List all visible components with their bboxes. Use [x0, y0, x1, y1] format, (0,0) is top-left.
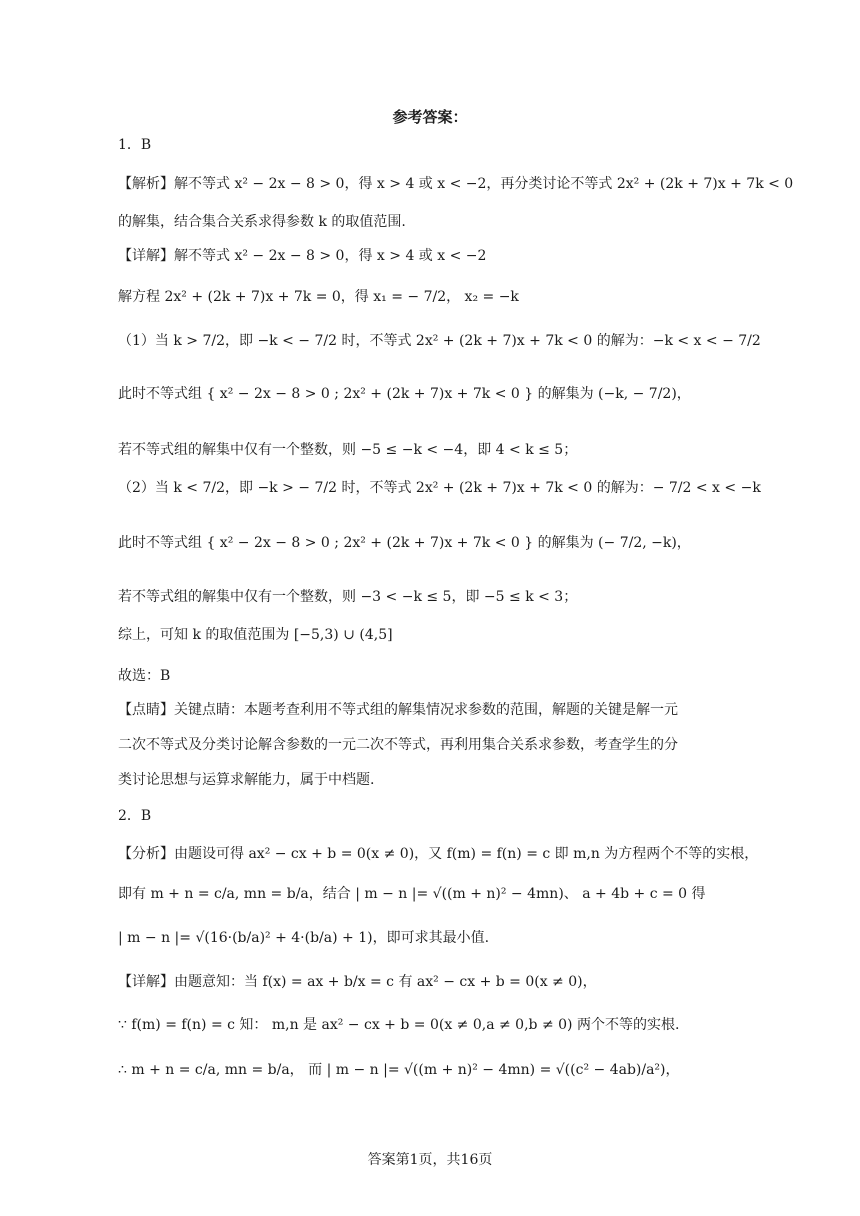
q1-comment-line-2: 二次不等式及分类讨论解含参数的一元二次不等式，再利用集合关系求参数，考查学生的分: [118, 737, 678, 753]
q1-detail-line-8: 若不等式组的解集中仅有一个整数，则 −3 < −k ≤ 5，即 −5 ≤ k < 3；: [118, 589, 578, 605]
q2-analysis-line-1: 【分析】由题设可得 ax² − cx + b = 0(x ≠ 0)，又 f(m) = f(n) = c 即 m,n 为方程两个不等的实根，: [118, 846, 759, 862]
q1-detail-line-1: 【详解】解不等式 x² − 2x − 8 > 0，得 x > 4 或 x < −2: [118, 248, 487, 264]
q1-detail-line-5: 若不等式组的解集中仅有一个整数，则 −5 ≤ −k < −4，即 4 < k ≤ 5；: [118, 442, 578, 458]
q1-analysis-line-1: 【解析】解不等式 x² − 2x − 8 > 0，得 x > 4 或 x < −2，再分类讨论不等式 2x² + (2k + 7)x + 7k < 0: [118, 176, 794, 192]
q1-detail-line-6: （2）当 k < 7/2，即 −k > − 7/2 时，不等式 2x² + (2k + 7)x + 7k < 0 的解为：− 7/2 < x < −k: [118, 480, 761, 496]
q1-comment-line-3: 类讨论思想与运算求解能力，属于中档题.: [118, 772, 375, 788]
q1-choice: 故选：B: [118, 668, 171, 684]
q2-detail-line-1: 【详解】由题意知：当 f(x) = ax + b/x = c 有 ax² − cx + b = 0(x ≠ 0)，: [118, 974, 597, 990]
q1-detail-line-2: 解方程 2x² + (2k + 7)x + 7k = 0，得 x₁ = − 7/2， x₂ = −k: [118, 289, 519, 305]
q2-detail-line-2: ∵ f(m) = f(n) = c 知： m,n 是 ax² − cx + b = 0(x ≠ 0,a ≠ 0,b ≠ 0) 两个不等的实根.: [118, 1017, 680, 1033]
q1-detail-line-9: 综上，可知 k 的取值范围为 [−5,3) ∪ (4,5]: [118, 627, 393, 643]
q2-answer: 2．B: [118, 808, 152, 824]
q1-answer: 1．B: [118, 137, 152, 153]
q2-analysis-line-2: 即有 m + n = c/a, mn = b/a，结合 | m − n |= √((m + n)² − 4mn)、 a + 4b + c = 0 得: [118, 886, 706, 902]
q1-detail-line-7: 此时不等式组 { x² − 2x − 8 > 0 ; 2x² + (2k + 7)x + 7k < 0 } 的解集为 (− 7/2, −k)，: [118, 535, 691, 551]
q1-analysis-line-2: 的解集，结合集合关系求得参数 k 的取值范围.: [118, 214, 406, 230]
q1-detail-line-3: （1）当 k > 7/2，即 −k < − 7/2 时，不等式 2x² + (2k + 7)x + 7k < 0 的解为：−k < x < − 7/2: [118, 333, 761, 349]
q2-detail-line-3: ∴ m + n = c/a, mn = b/a， 而 | m − n |= √((m + n)² − 4mn) = √((c² − 4ab)/a²)，: [118, 1062, 680, 1078]
page-title: 参考答案：: [392, 108, 468, 126]
q2-analysis-line-3: | m − n |= √(16·(b/a)² + 4·(b/a) + 1)，即可求其最小值.: [118, 930, 490, 946]
q1-comment-line-1: 【点睛】关键点睛：本题考查利用不等式组的解集情况求参数的范围，解题的关键是解一元: [118, 702, 678, 718]
page-footer: 答案第1页，共16页: [367, 1152, 493, 1168]
q1-detail-line-4: 此时不等式组 { x² − 2x − 8 > 0 ; 2x² + (2k + 7)x + 7k < 0 } 的解集为 (−k, − 7/2)，: [118, 386, 691, 402]
